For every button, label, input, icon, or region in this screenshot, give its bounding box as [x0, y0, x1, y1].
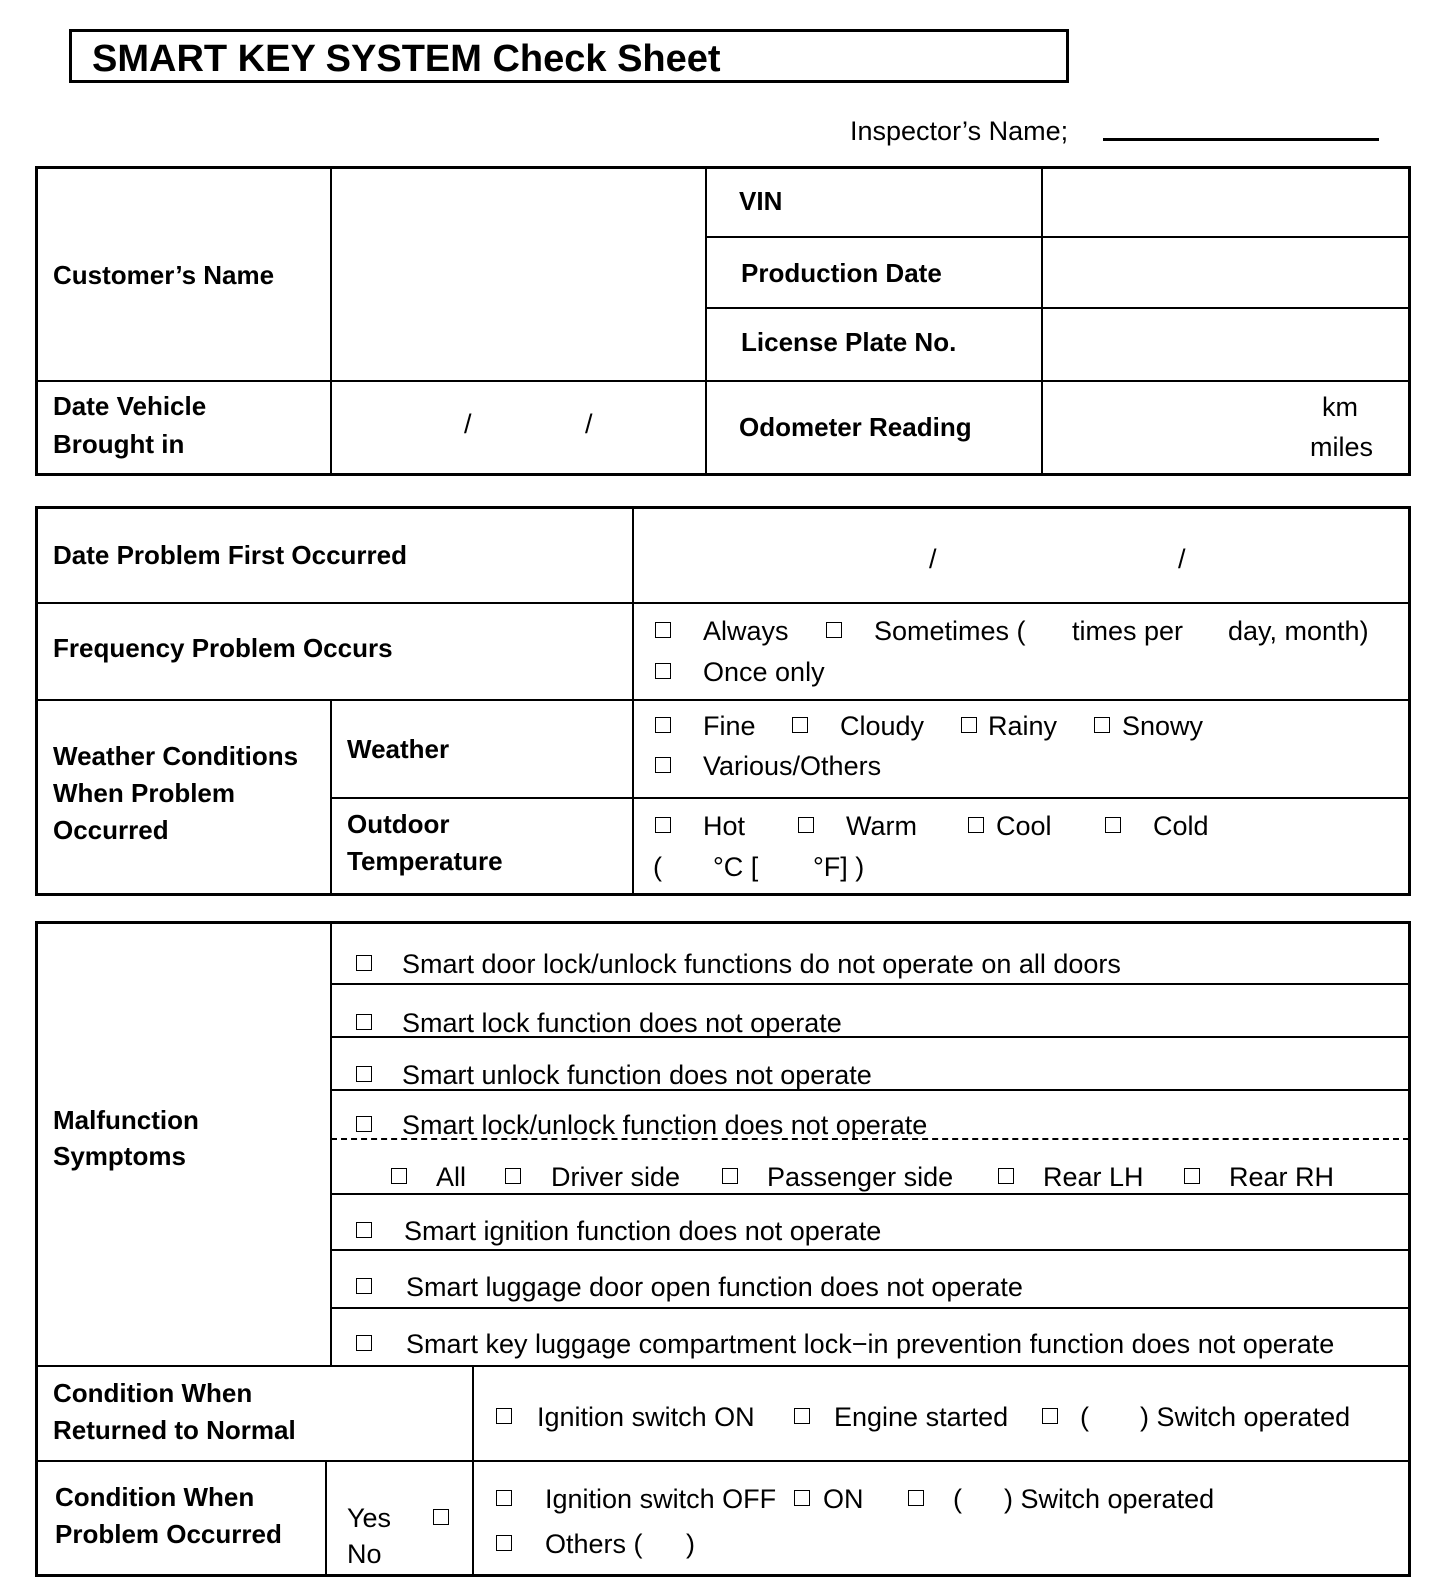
license-plate-label: License Plate No. — [741, 327, 957, 357]
checkbox[interactable] — [655, 663, 671, 684]
checkbox[interactable] — [433, 1509, 449, 1530]
unit-km: km — [1322, 392, 1358, 422]
production-date-label: Production Date — [741, 258, 942, 288]
checkbox[interactable] — [356, 1014, 372, 1035]
date-brought-in-label: Date Vehicle — [53, 391, 207, 421]
divider — [705, 307, 1409, 309]
date-separator: / — [1178, 544, 1186, 574]
divider — [472, 1366, 474, 1576]
normal-ignition-on: Ignition switch ON — [537, 1402, 755, 1432]
divider — [36, 602, 1409, 604]
vin-field[interactable] — [1045, 170, 1407, 233]
date-brought-in-label: Brought in — [53, 429, 185, 459]
weather-snowy: Snowy — [1122, 711, 1204, 741]
inspector-name-field[interactable] — [1103, 138, 1379, 141]
divider — [325, 1461, 327, 1576]
divider — [330, 922, 332, 1365]
divider — [705, 236, 1409, 238]
checkbox[interactable] — [655, 622, 671, 643]
weather-conditions-label: When Problem — [53, 778, 236, 808]
weather-fine: Fine — [703, 711, 756, 741]
freq-once: Once only — [703, 657, 825, 687]
symptom-item: Smart door lock/unlock functions do not operate on all doors — [402, 949, 1121, 979]
checkbox[interactable] — [356, 1278, 372, 1299]
temperature-label: Temperature — [347, 846, 503, 876]
checkbox[interactable] — [655, 757, 671, 778]
symptom-item: Smart lock function does not operate — [402, 1008, 842, 1038]
symptoms-label: Malfunction — [53, 1105, 199, 1135]
date-separator: / — [464, 409, 472, 439]
checkbox[interactable] — [505, 1168, 521, 1189]
title-box — [69, 29, 1069, 83]
divider — [36, 1460, 1409, 1462]
freq-times-per: times per — [1072, 616, 1184, 646]
frequency-label: Frequency Problem Occurs — [53, 633, 393, 663]
divider — [36, 1365, 1409, 1367]
divider — [331, 1249, 1409, 1251]
weather-rainy: Rainy — [988, 711, 1058, 741]
weather-various: Various/Others — [703, 751, 882, 781]
date-first-occurred-label: Date Problem First Occurred — [53, 540, 407, 570]
page-title: SMART KEY SYSTEM Check Sheet — [92, 38, 721, 80]
checkbox[interactable] — [968, 817, 984, 838]
checkbox[interactable] — [722, 1168, 738, 1189]
divider — [705, 167, 707, 475]
freq-always: Always — [703, 616, 789, 646]
checkbox[interactable] — [655, 717, 671, 738]
weather-conditions-label: Occurred — [53, 815, 169, 845]
inspector-name-label: Inspector’s Name; — [850, 116, 1069, 146]
weather-conditions-label: Weather Conditions — [53, 741, 299, 771]
normal-switch-operated: ) Switch operated — [1140, 1402, 1351, 1432]
freq-sometimes: Sometimes ( — [874, 616, 1026, 646]
condition-occurred-label: Condition When — [55, 1482, 255, 1512]
temp-cold: Cold — [1153, 811, 1209, 841]
checkbox[interactable] — [391, 1168, 407, 1189]
checkbox[interactable] — [356, 1222, 372, 1243]
checkbox[interactable] — [1094, 717, 1110, 738]
divider — [331, 797, 1409, 799]
checkbox[interactable] — [1105, 817, 1121, 838]
temp-hot: Hot — [703, 811, 746, 841]
checkbox[interactable] — [998, 1168, 1014, 1189]
occurred-ignition-off: Ignition switch OFF — [545, 1484, 777, 1514]
temp-cool: Cool — [996, 811, 1052, 841]
temp-fahrenheit: °F] ) — [813, 852, 865, 882]
occurred-others: Others ( — [545, 1529, 643, 1559]
checkbox[interactable] — [356, 955, 372, 976]
symptom-item: Smart luggage door open function does not operate — [406, 1272, 1023, 1302]
customer-name-field[interactable] — [334, 170, 702, 376]
temp-celsius: °C [ — [713, 852, 759, 882]
door-option: Rear RH — [1229, 1162, 1335, 1192]
freq-day-month: day, month) — [1228, 616, 1369, 646]
occurred-paren-close: ) — [686, 1529, 695, 1559]
occurred-on: ON — [823, 1484, 864, 1514]
condition-occurred-label: Problem Occurred — [55, 1519, 282, 1549]
vin-label: VIN — [739, 186, 783, 216]
no-option: No — [347, 1539, 382, 1569]
occurred-switch-operated: ) Switch operated — [1004, 1484, 1215, 1514]
checkbox[interactable] — [655, 817, 671, 838]
divider — [330, 167, 332, 475]
door-option: Passenger side — [767, 1162, 954, 1192]
production-date-field[interactable] — [1045, 240, 1407, 304]
door-option: Rear LH — [1043, 1162, 1144, 1192]
checkbox[interactable] — [1042, 1408, 1058, 1429]
checkbox[interactable] — [798, 817, 814, 838]
divider — [331, 983, 1409, 985]
condition-normal-label: Returned to Normal — [53, 1415, 296, 1445]
condition-normal-label: Condition When — [53, 1378, 253, 1408]
date-separator: / — [585, 409, 593, 439]
yes-option: Yes — [347, 1503, 392, 1533]
door-option: Driver side — [551, 1162, 681, 1192]
checkbox[interactable] — [356, 1066, 372, 1087]
odometer-label: Odometer Reading — [739, 412, 972, 442]
checkbox[interactable] — [496, 1535, 512, 1556]
divider — [36, 380, 1409, 382]
checkbox[interactable] — [792, 717, 808, 738]
normal-engine-started: Engine started — [834, 1402, 1009, 1432]
checkbox[interactable] — [356, 1335, 372, 1356]
divider — [1041, 167, 1043, 475]
weather-cloudy: Cloudy — [840, 711, 925, 741]
license-plate-field[interactable] — [1045, 311, 1407, 377]
symptoms-label: Symptoms — [53, 1141, 186, 1171]
checkbox[interactable] — [794, 1490, 810, 1511]
divider — [331, 1307, 1409, 1309]
divider — [632, 507, 634, 895]
symptom-item: Smart key luggage compartment lock−in prevention function does not operate — [406, 1329, 1335, 1359]
symptom-item: Smart ignition function does not operate — [404, 1216, 882, 1246]
weather-label: Weather — [347, 734, 450, 764]
divider — [36, 699, 1409, 701]
checkbox[interactable] — [356, 1116, 372, 1137]
occurred-paren-open: ( — [953, 1484, 962, 1514]
symptom-item: Smart unlock function does not operate — [402, 1060, 872, 1090]
temp-open: ( — [653, 852, 662, 882]
checkbox[interactable] — [961, 717, 977, 738]
symptom-item: Smart lock/unlock function does not operate — [402, 1110, 928, 1140]
checkbox[interactable] — [908, 1490, 924, 1511]
date-separator: / — [929, 544, 937, 574]
temp-warm: Warm — [846, 811, 917, 841]
customer-name-label: Customer’s Name — [53, 260, 275, 290]
checkbox[interactable] — [1184, 1168, 1200, 1189]
normal-paren-open: ( — [1080, 1402, 1089, 1432]
checkbox[interactable] — [794, 1408, 810, 1429]
checkbox[interactable] — [826, 622, 842, 643]
door-option: All — [436, 1162, 467, 1192]
checkbox[interactable] — [496, 1490, 512, 1511]
unit-miles: miles — [1310, 432, 1374, 462]
temperature-label: Outdoor — [347, 809, 450, 839]
checkbox[interactable] — [496, 1408, 512, 1429]
